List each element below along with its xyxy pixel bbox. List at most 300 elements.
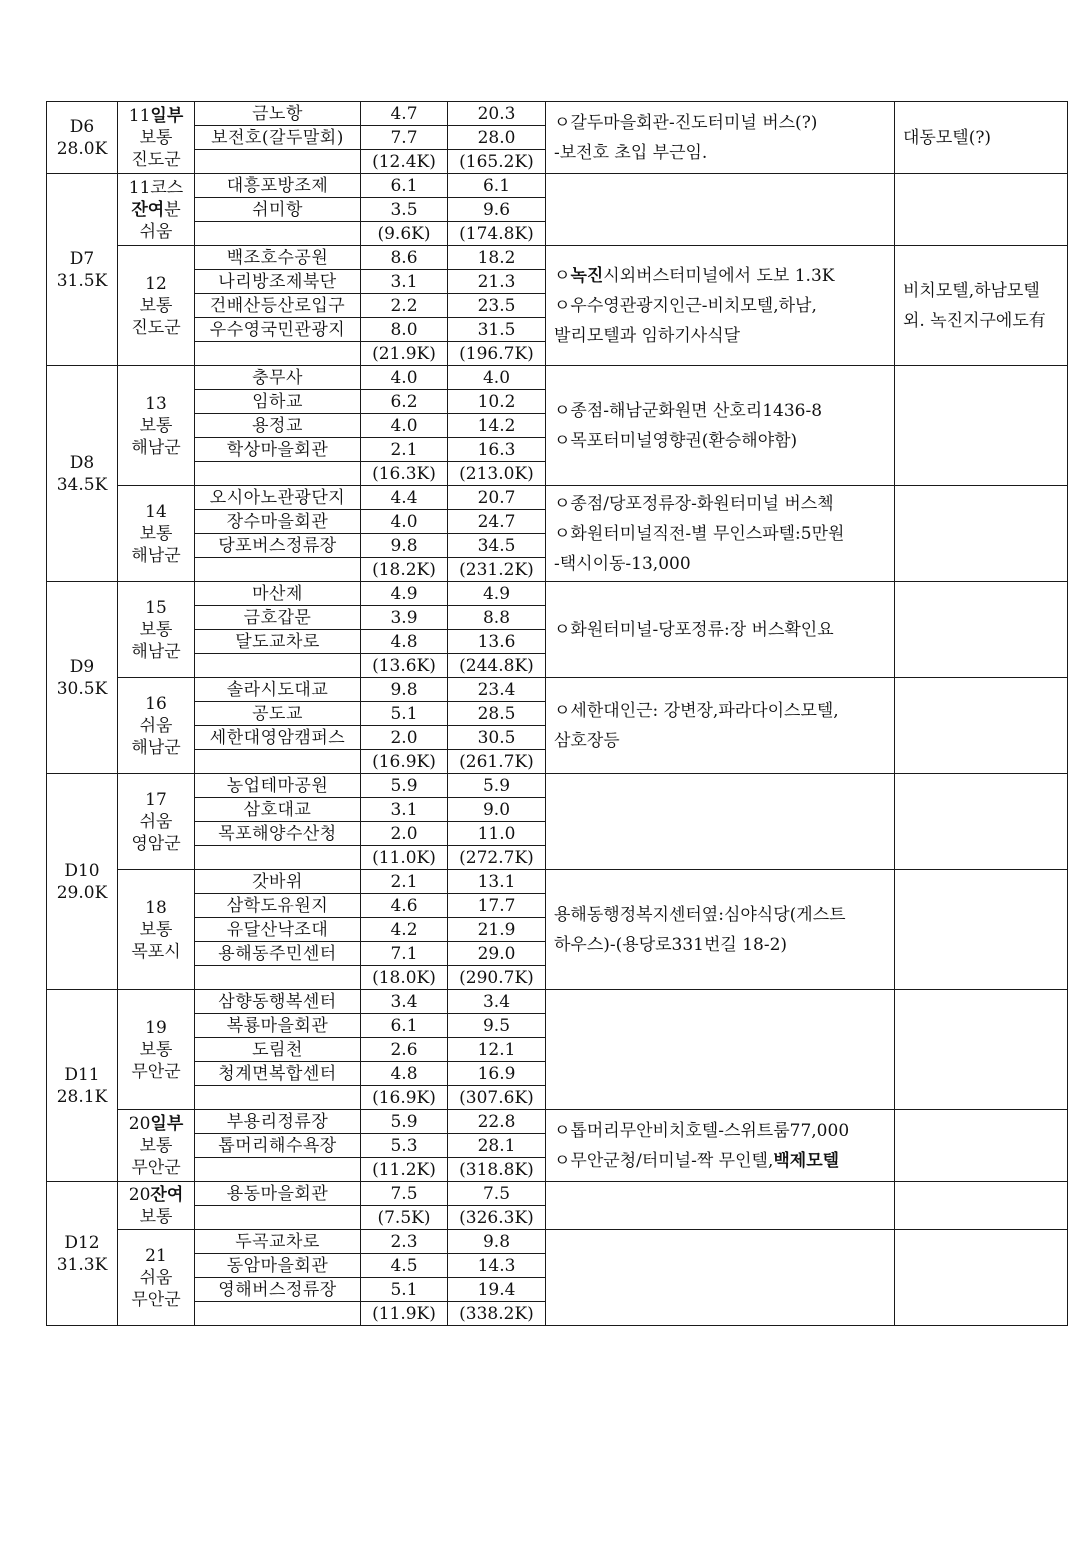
subtotal-distance: (11.0K): [361, 846, 448, 870]
course-level: [121, 1267, 191, 1289]
stop-cumulative: 21.3: [448, 270, 546, 294]
stop-cumulative: 6.1: [448, 174, 546, 198]
stop-cumulative: 9.6: [448, 198, 546, 222]
stop-place: 건배산등산로입구: [195, 294, 361, 318]
stop-cumulative: 12.1: [448, 1038, 546, 1062]
stop-distance: 4.7: [361, 102, 448, 126]
subtotal-blank: [195, 1206, 361, 1230]
stop-cumulative: 16.3: [448, 438, 546, 462]
note-line: [554, 396, 886, 426]
stop-distance: 2.0: [361, 726, 448, 750]
note-line: [554, 900, 886, 930]
course-level: [121, 1206, 191, 1228]
course-level: [121, 811, 191, 833]
course-region: 쉬움: [139, 221, 173, 242]
day-cell: [47, 990, 118, 1182]
note-line: [554, 108, 886, 138]
note-line: [554, 321, 886, 351]
note-line: [554, 426, 886, 456]
stop-cumulative: 23.5: [448, 294, 546, 318]
course-number: [121, 897, 191, 919]
subtotal-cumulative: (318.8K): [448, 1158, 546, 1182]
notes-cell: [546, 1110, 895, 1182]
subtotal-cumulative: (272.7K): [448, 846, 546, 870]
note-line: [554, 291, 886, 321]
note-line: [554, 930, 886, 960]
text-fragment: ㅇ우수영관광지인근-비치모텔,하남,: [554, 295, 817, 316]
text-fragment: 14: [145, 501, 167, 522]
notes-cell: [546, 990, 895, 1110]
stop-cumulative: 14.2: [448, 414, 546, 438]
notes-cell: [546, 774, 895, 870]
notes-cell: [546, 1182, 895, 1230]
text-fragment: 보통: [139, 415, 173, 436]
course-region: 무안군: [131, 1061, 181, 1082]
stop-distance: 8.0: [361, 318, 448, 342]
stop-distance: 7.5: [361, 1182, 448, 1206]
stop-place: 세한대영암캠퍼스: [195, 726, 361, 750]
stop-place: 학상마을회관: [195, 438, 361, 462]
day-cell: [47, 366, 118, 582]
course-number: [121, 393, 191, 415]
subtotal-distance: (18.2K): [361, 558, 448, 582]
stop-place: 백조호수공원: [195, 246, 361, 270]
subtotal-blank: [195, 654, 361, 678]
text-fragment: 분: [164, 199, 181, 220]
text-fragment: 보통: [139, 1135, 173, 1156]
table-row: [47, 774, 1068, 798]
subtotal-cumulative: (326.3K): [448, 1206, 546, 1230]
stop-place: 갓바위: [195, 870, 361, 894]
table-row: [47, 870, 1068, 894]
stop-distance: 3.5: [361, 198, 448, 222]
subtotal-distance: (11.9K): [361, 1302, 448, 1326]
course-region: 해남군: [131, 737, 181, 758]
lodging-cell: [895, 1230, 1068, 1326]
note-line: [554, 726, 886, 756]
note-line: [554, 615, 886, 645]
stop-place: 유달산낙조대: [195, 918, 361, 942]
stop-cumulative: 7.5: [448, 1182, 546, 1206]
table-row: [47, 246, 1068, 270]
text-fragment: 일부: [150, 1113, 184, 1134]
text-fragment: 18: [145, 897, 167, 918]
stop-place: 장수마을회관: [195, 510, 361, 534]
course-level: [121, 199, 191, 221]
stop-distance: 4.6: [361, 894, 448, 918]
note-fragment: 시외버스터미널에서 도보 1.3K: [603, 265, 835, 286]
stop-place: 대흥포방조제: [195, 174, 361, 198]
table-row: [47, 678, 1068, 702]
course-level: [121, 715, 191, 737]
subtotal-distance: (21.9K): [361, 342, 448, 366]
stop-cumulative: 29.0: [448, 942, 546, 966]
course-cell: [118, 774, 195, 870]
text-fragment: 보통: [139, 1206, 173, 1227]
lodging-cell: [895, 174, 1068, 246]
lodging-cell: 대동모텔(?): [895, 102, 1068, 174]
course-number: [121, 789, 191, 811]
text-fragment: ㅇ무안군청/터미널-짝 무인텔,: [554, 1150, 774, 1171]
stop-distance: 3.1: [361, 270, 448, 294]
stop-place: 삼향동행복센터: [195, 990, 361, 1014]
lodging-cell: [895, 1110, 1068, 1182]
stop-cumulative: 13.6: [448, 630, 546, 654]
table-row: [47, 366, 1068, 390]
stop-distance: 2.1: [361, 438, 448, 462]
day-total: 31.5K: [56, 270, 108, 291]
day-total: 31.3K: [56, 1254, 108, 1275]
day-total: 28.1K: [56, 1086, 108, 1107]
day-label: D9: [69, 656, 95, 677]
subtotal-blank: [195, 1086, 361, 1110]
text-fragment: 11: [128, 105, 151, 126]
text-fragment: 20: [128, 1184, 151, 1205]
lodging-cell: [895, 1182, 1068, 1230]
stop-cumulative: 19.4: [448, 1278, 546, 1302]
text-fragment: 15: [145, 597, 167, 618]
stop-distance: 2.6: [361, 1038, 448, 1062]
stop-cumulative: 16.9: [448, 1062, 546, 1086]
lodging-cell: 비치모텔,하남모텔외. 녹진지구에도有: [895, 246, 1068, 366]
text-fragment: 보통: [139, 619, 173, 640]
notes-cell: [546, 678, 895, 774]
text-fragment: 보통: [139, 127, 173, 148]
text-fragment: 일부: [150, 105, 184, 126]
note-line: [554, 519, 886, 549]
text-fragment: 하우스)-(용당로331번길 18-2): [554, 934, 788, 955]
note-line: [554, 1116, 886, 1146]
itinerary-table: [46, 101, 1068, 1326]
text-fragment: 쉬움: [139, 1267, 173, 1288]
day-cell: [47, 1182, 118, 1326]
day-total: 34.5K: [56, 474, 108, 495]
stop-distance: 5.1: [361, 702, 448, 726]
notes-cell: [546, 366, 895, 486]
stop-place: 충무사: [195, 366, 361, 390]
stop-cumulative: 28.0: [448, 126, 546, 150]
text-fragment: ㅇ화원터미널-당포정류:장 버스확인요: [554, 619, 834, 640]
course-number: [121, 273, 191, 295]
stop-cumulative: 28.5: [448, 702, 546, 726]
stop-place: 삼학도유원지: [195, 894, 361, 918]
course-level: [121, 127, 191, 149]
text-fragment: ㅇ목포터미널영향권(환승해야함): [554, 430, 798, 451]
course-number: [121, 1184, 191, 1206]
day-cell: [47, 774, 118, 990]
stop-place: 부용리정류장: [195, 1110, 361, 1134]
text-fragment: 잔여: [131, 199, 165, 220]
note-line: [554, 138, 886, 168]
course-region: 해남군: [131, 641, 181, 662]
lodging-cell: [895, 582, 1068, 678]
course-level: [121, 415, 191, 437]
stop-distance: 7.7: [361, 126, 448, 150]
course-number: [121, 177, 191, 199]
course-cell: [118, 102, 195, 174]
stop-cumulative: 20.7: [448, 486, 546, 510]
stop-distance: 4.5: [361, 1254, 448, 1278]
subtotal-cumulative: (307.6K): [448, 1086, 546, 1110]
stop-distance: 4.0: [361, 414, 448, 438]
text-fragment: 20: [128, 1113, 151, 1134]
subtotal-blank: [195, 846, 361, 870]
course-region: 무안군: [131, 1289, 181, 1310]
course-number: [121, 105, 191, 127]
lodging-cell: [895, 366, 1068, 486]
text-fragment: ㅇ화원터미널직전-별 무인스파텔:5만원: [554, 523, 845, 544]
stop-distance: 2.2: [361, 294, 448, 318]
text-fragment: 19: [145, 1017, 167, 1038]
notes-cell: [546, 1230, 895, 1326]
notes-cell: [546, 582, 895, 678]
lodging-cell: [895, 774, 1068, 870]
stop-cumulative: 9.0: [448, 798, 546, 822]
stop-place: 공도교: [195, 702, 361, 726]
stop-cumulative: 17.7: [448, 894, 546, 918]
stop-place: 동암마을회관: [195, 1254, 361, 1278]
stop-cumulative: 11.0: [448, 822, 546, 846]
text-fragment: 보통: [139, 919, 173, 940]
text-fragment: ㅇ톱머리무안비치호텔-스위트룸77,000: [554, 1120, 850, 1141]
notes-cell: [546, 870, 895, 990]
text-fragment: 쉬움: [139, 811, 173, 832]
day-total: 30.5K: [56, 678, 108, 699]
lodging-cell: [895, 486, 1068, 582]
course-number: [121, 1017, 191, 1039]
note-fragment: ㅇ: [554, 265, 571, 286]
note-bold: 녹진: [570, 265, 604, 286]
stop-cumulative: 10.2: [448, 390, 546, 414]
stop-cumulative: 34.5: [448, 534, 546, 558]
stop-distance: 4.0: [361, 510, 448, 534]
stop-distance: 9.8: [361, 678, 448, 702]
text-fragment: ㅇ세한대인근: 강변장,파라다이스모텔,: [554, 700, 839, 721]
text-fragment: 11코스: [128, 177, 184, 198]
day-label: D6: [69, 116, 95, 137]
stop-cumulative: 22.8: [448, 1110, 546, 1134]
course-cell: [118, 1182, 195, 1230]
text-fragment: -택시이동-13,000: [554, 553, 691, 574]
course-cell: [118, 990, 195, 1110]
notes-cell: [546, 174, 895, 246]
course-cell: [118, 1110, 195, 1182]
course-cell: [118, 174, 195, 246]
stop-cumulative: 5.9: [448, 774, 546, 798]
subtotal-distance: (16.9K): [361, 1086, 448, 1110]
stop-place: 농업테마공원: [195, 774, 361, 798]
course-region: 해남군: [131, 545, 181, 566]
stop-distance: 9.8: [361, 534, 448, 558]
text-fragment: 13: [145, 393, 167, 414]
stop-place: 청계면복합센터: [195, 1062, 361, 1086]
text-fragment: 삼호장등: [554, 730, 620, 751]
stop-cumulative: 30.5: [448, 726, 546, 750]
subtotal-blank: [195, 750, 361, 774]
subtotal-cumulative: (244.8K): [448, 654, 546, 678]
text-fragment: 17: [145, 789, 167, 810]
day-label: D10: [64, 860, 100, 881]
day-total: 28.0K: [56, 138, 108, 159]
day-cell: [47, 102, 118, 174]
subtotal-blank: [195, 150, 361, 174]
course-cell: [118, 486, 195, 582]
note-line: [554, 261, 886, 291]
subtotal-blank: [195, 222, 361, 246]
course-cell: [118, 870, 195, 990]
text-fragment: 보통: [139, 523, 173, 544]
subtotal-distance: (7.5K): [361, 1206, 448, 1230]
text-fragment: ㅇ갈두마을회관-진도터미널 버스(?): [554, 112, 818, 133]
course-region: 목포시: [131, 941, 181, 962]
course-region: 진도군: [131, 317, 181, 338]
table-row: [47, 1182, 1068, 1206]
stop-distance: 2.3: [361, 1230, 448, 1254]
course-region: 영암군: [131, 833, 181, 854]
text-fragment: 16: [145, 693, 167, 714]
subtotal-cumulative: (338.2K): [448, 1302, 546, 1326]
subtotal-cumulative: (213.0K): [448, 462, 546, 486]
subtotal-blank: [195, 558, 361, 582]
table-row: [47, 582, 1068, 606]
lodging-cell: [895, 990, 1068, 1110]
stop-distance: 8.6: [361, 246, 448, 270]
subtotal-distance: (9.6K): [361, 222, 448, 246]
stop-place: 용동마을회관: [195, 1182, 361, 1206]
subtotal-cumulative: (261.7K): [448, 750, 546, 774]
text-fragment: ㅇ종점/당포정류장-화원터미널 버스첵: [554, 493, 834, 514]
stop-cumulative: 18.2: [448, 246, 546, 270]
course-number: [121, 1113, 191, 1135]
day-cell: [47, 582, 118, 774]
text-fragment: 12: [145, 273, 167, 294]
subtotal-blank: [195, 966, 361, 990]
day-label: D8: [69, 452, 95, 473]
stop-distance: 2.0: [361, 822, 448, 846]
stop-place: 오시아노관광단지: [195, 486, 361, 510]
stop-place: 영해버스정류장: [195, 1278, 361, 1302]
stop-cumulative: 8.8: [448, 606, 546, 630]
course-level: [121, 295, 191, 317]
subtotal-cumulative: (174.8K): [448, 222, 546, 246]
stop-place: 도림천: [195, 1038, 361, 1062]
subtotal-distance: (11.2K): [361, 1158, 448, 1182]
stop-cumulative: 31.5: [448, 318, 546, 342]
stop-place: 톱머리해수욕장: [195, 1134, 361, 1158]
stop-place: 목포해양수산청: [195, 822, 361, 846]
stop-place: 당포버스정류장: [195, 534, 361, 558]
stop-place: 보전호(갈두말회): [195, 126, 361, 150]
text-fragment: -보전호 초입 부근임.: [554, 142, 708, 163]
stop-distance: 3.1: [361, 798, 448, 822]
notes-cell: [546, 486, 895, 582]
stop-distance: 5.3: [361, 1134, 448, 1158]
course-cell: [118, 366, 195, 486]
stop-place: 용정교: [195, 414, 361, 438]
table-row: [47, 174, 1068, 198]
subtotal-distance: (18.0K): [361, 966, 448, 990]
stop-distance: 4.9: [361, 582, 448, 606]
table-row: [47, 990, 1068, 1014]
stop-distance: 6.2: [361, 390, 448, 414]
lodging-cell: [895, 870, 1068, 990]
stop-distance: 4.4: [361, 486, 448, 510]
stop-place: 금노항: [195, 102, 361, 126]
note-line: [554, 696, 886, 726]
note-bold: 백제모텔: [773, 1150, 840, 1171]
table-row: [47, 102, 1068, 126]
stop-distance: 4.8: [361, 630, 448, 654]
note-line: [554, 1146, 886, 1176]
day-cell: [47, 174, 118, 366]
notes-cell: [546, 102, 895, 174]
stop-place: 금호갑문: [195, 606, 361, 630]
text-fragment: 쉬움: [139, 715, 173, 736]
course-level: [121, 523, 191, 545]
course-cell: [118, 246, 195, 366]
stop-distance: 6.1: [361, 174, 448, 198]
stop-place: 용해동주민센터: [195, 942, 361, 966]
stop-cumulative: 20.3: [448, 102, 546, 126]
course-level: [121, 1135, 191, 1157]
course-number: [121, 1245, 191, 1267]
stop-distance: 7.1: [361, 942, 448, 966]
text-fragment: 잔여: [150, 1184, 184, 1205]
day-label: D12: [64, 1232, 100, 1253]
text-fragment: 21: [145, 1245, 167, 1266]
stop-cumulative: 13.1: [448, 870, 546, 894]
subtotal-cumulative: (290.7K): [448, 966, 546, 990]
course-region: 무안군: [131, 1157, 181, 1178]
stop-place: 복룡마을회관: [195, 1014, 361, 1038]
course-cell: [118, 582, 195, 678]
stop-distance: 2.1: [361, 870, 448, 894]
stop-cumulative: 28.1: [448, 1134, 546, 1158]
subtotal-cumulative: (196.7K): [448, 342, 546, 366]
subtotal-cumulative: (231.2K): [448, 558, 546, 582]
stop-place: 달도교차로: [195, 630, 361, 654]
stop-distance: 6.1: [361, 1014, 448, 1038]
note-line: [554, 489, 886, 519]
table-row: [47, 486, 1068, 510]
stop-distance: 5.9: [361, 774, 448, 798]
course-cell: [118, 1230, 195, 1326]
text-fragment: ㅇ종점-해남군화원면 산호리1436-8: [554, 400, 823, 421]
stop-place: 두곡교차로: [195, 1230, 361, 1254]
stop-distance: 4.2: [361, 918, 448, 942]
table-row: [47, 1110, 1068, 1134]
day-label: D7: [69, 248, 95, 269]
subtotal-blank: [195, 1302, 361, 1326]
stop-distance: 5.1: [361, 1278, 448, 1302]
subtotal-distance: (12.4K): [361, 150, 448, 174]
lodging-cell: [895, 678, 1068, 774]
stop-cumulative: 4.9: [448, 582, 546, 606]
stop-cumulative: 4.0: [448, 366, 546, 390]
course-region: 진도군: [131, 149, 181, 170]
text-fragment: 용해동행정복지센터옆:심야식당(게스트: [554, 904, 846, 925]
stop-cumulative: 21.9: [448, 918, 546, 942]
stop-place: 우수영국민관광지: [195, 318, 361, 342]
stop-cumulative: 24.7: [448, 510, 546, 534]
notes-cell: [546, 246, 895, 366]
note-line: [554, 549, 886, 579]
table-row: [47, 1230, 1068, 1254]
stop-place: 삼호대교: [195, 798, 361, 822]
stop-cumulative: 9.8: [448, 1230, 546, 1254]
course-cell: [118, 678, 195, 774]
subtotal-blank: [195, 1158, 361, 1182]
